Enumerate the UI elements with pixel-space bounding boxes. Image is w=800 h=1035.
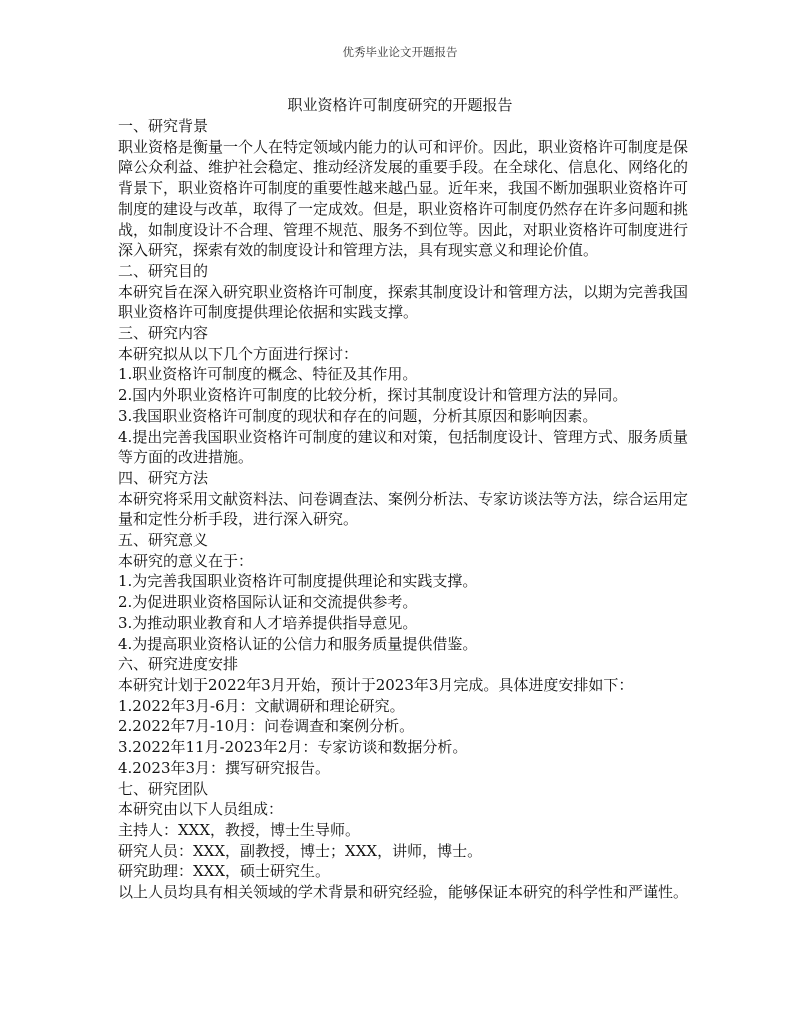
section-intro-team: 本研究由以下人员组成： <box>118 800 284 819</box>
section-heading-significance: 五、研究意义 <box>118 531 209 550</box>
section-intro-significance: 本研究的意义在于： <box>118 551 254 570</box>
section-closing-team: 以上人员均具有相关领域的学术背景和研究经验，能够保证本研究的科学性和严谨性。 <box>118 883 689 902</box>
team-member: 主持人：XXX，教授，博士生导师。 <box>118 820 361 839</box>
team-member: 研究人员：XXX，副教授，博士；XXX，讲师，博士。 <box>118 841 483 860</box>
section-heading-team: 七、研究团队 <box>118 779 209 798</box>
list-item: 1.职业资格许可制度的概念、特征及其作用。 <box>118 365 418 384</box>
section-heading-purpose: 二、研究目的 <box>118 261 209 280</box>
list-item: 2.为促进职业资格国际认证和交流提供参考。 <box>118 593 418 612</box>
section-heading-background: 一、研究背景 <box>118 117 209 135</box>
page-header: 优秀毕业论文开题报告 <box>342 45 458 59</box>
list-item: 1.2022年3月-6月：文献调研和理论研究。 <box>118 696 405 715</box>
list-item: 2.国内外职业资格许可制度的比较分析，探讨其制度设计和管理方法的异同。 <box>118 386 628 405</box>
list-item: 1.为完善我国职业资格许可制度提供理论和实践支撑。 <box>118 572 478 591</box>
list-item: 3.2022年11月-2023年2月：专家访谈和数据分析。 <box>118 738 468 757</box>
list-item: 4.提出完善我国职业资格许可制度的建议和对策，包括制度设计、管理方式、服务质量等方面的改进措施。 <box>118 427 688 467</box>
list-item: 3.为推动职业教育和人才培养提供指导意见。 <box>118 613 418 632</box>
section-heading-content: 三、研究内容 <box>118 324 209 343</box>
list-item: 4.为提高职业资格认证的公信力和服务质量提供借鉴。 <box>118 634 478 653</box>
section-intro-schedule: 本研究计划于2022年3月开始，预计于2023年3月完成。具体进度安排如下： <box>118 675 634 694</box>
list-item: 4.2023年3月：撰写研究报告。 <box>118 758 331 777</box>
section-intro-content: 本研究拟从以下几个方面进行探讨： <box>118 344 359 363</box>
section-body-background: 职业资格是衡量一个人在特定领域内能力的认可和评价。因此，职业资格许可制度是保障公众利益、维护社会稳定、推动经济发展的重要手段。在全球化、信息化、网络化的背景下，职业资格许可制度的重要性越来越凸显。近年来，我国不断加强职业资格许可制度的建设与改革，取得了一定成效。但是，职业资格许可制度仍然存在许多问题和挑战，如制度设计不合理、管理不规范、服务不到位等。因此，对职业资格许可制度进行深入研究，探索有效的制度设计和管理方法，具有现实意义和理论价值。 <box>118 137 689 260</box>
section-body-purpose: 本研究旨在深入研究职业资格许可制度，探索其制度设计和管理方法，以期为完善我国职业资格许可制度提供理论依据和实践支撑。 <box>118 282 689 322</box>
document-title: 职业资格许可制度研究的开题报告 <box>287 96 513 114</box>
team-member: 研究助理：XXX，硕士研究生。 <box>118 862 331 881</box>
section-heading-methods: 四、研究方法 <box>118 468 209 487</box>
list-item: 3.我国职业资格许可制度的现状和存在的问题，分析其原因和影响因素。 <box>118 406 598 425</box>
section-heading-schedule: 六、研究进度安排 <box>118 655 239 674</box>
section-body-methods: 本研究将采用文献资料法、问卷调查法、案例分析法、专家访谈法等方法，综合运用定量和定性分析手段，进行深入研究。 <box>118 489 689 529</box>
document-body <box>118 116 688 903</box>
list-item: 2.2022年7月-10月：问卷调查和案例分析。 <box>118 717 415 736</box>
